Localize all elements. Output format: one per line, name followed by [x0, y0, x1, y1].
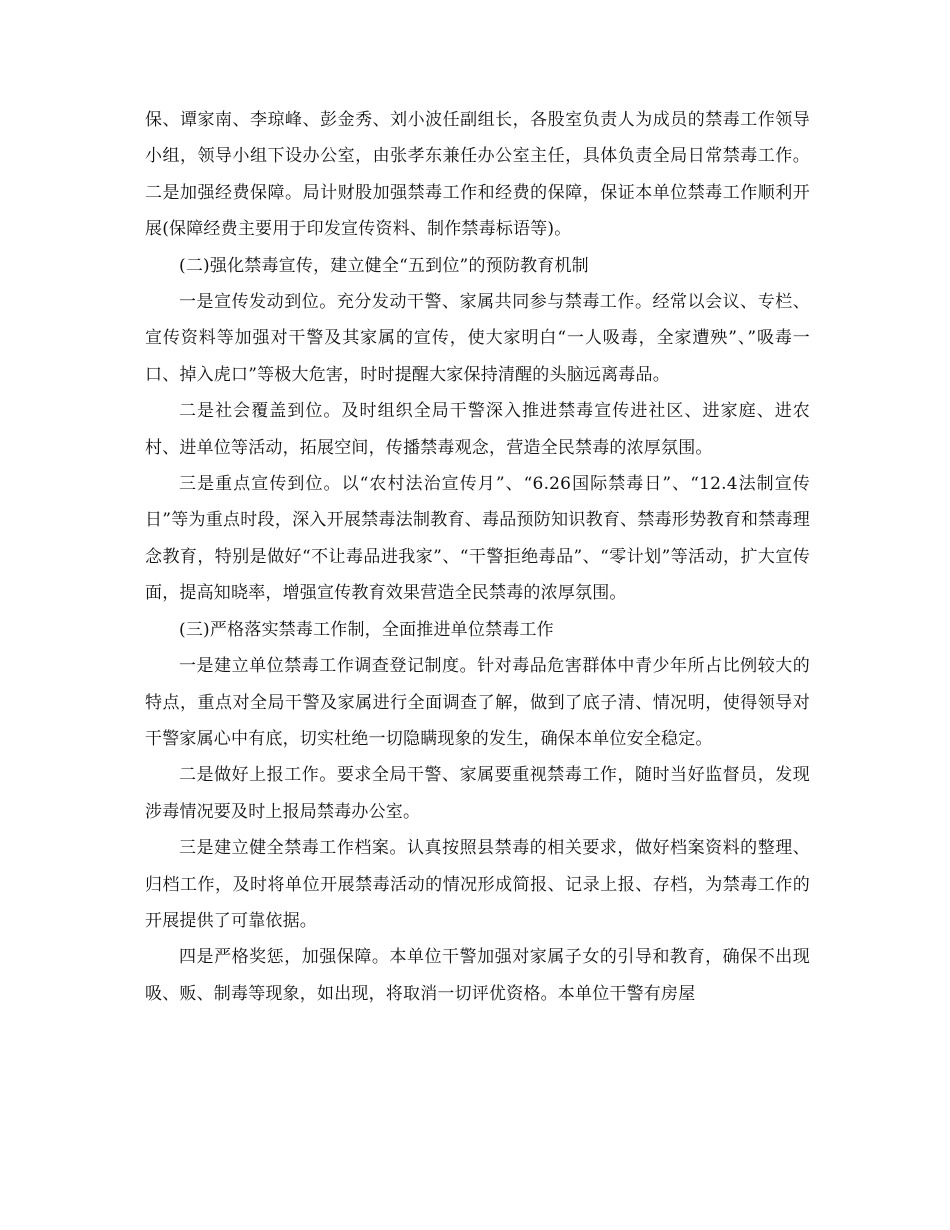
- paragraph: 四是严格奖惩，加强保障。本单位干警加强对家属子女的引导和教育，确保不出现吸、贩、制毒等现象，如出现，将取消一切评优资格。本单位干警有房屋: [145, 947, 810, 1004]
- section-heading-2: (二)强化禁毒宣传，建立健全“五到位”的预防教育机制: [179, 255, 589, 276]
- paragraph: 二是社会覆盖到位。及时组织全局干警深入推进禁毒宣传进社区、进家庭、进农村、进单位等活动，拓展空间，传播禁毒观念，营造全民禁毒的浓厚氛围。: [145, 401, 810, 458]
- paragraph: 一是宣传发动到位。充分发动干警、家属共同参与禁毒工作。经常以会议、专栏、宣传资料等加强对干警及其家属的宣传，使大家明白“一人吸毒，全家遭殃”、”吸毒一口、掉入虎口”等极大危害，时时提醒大家保持清醒的头脑远离毒品。: [145, 292, 810, 385]
- paragraph: 保、谭家南、李琼峰、彭金秀、刘小波任副组长，各股室负责人为成员的禁毒工作领导小组，领导小组下设办公室，由张孝东兼任办公室主任，具体负责全局日常禁毒工作。二是加强经费保障。局计财股加强禁毒工作和经费的保障，保证本单位禁毒工作顺利开展(保障经费主要用于印发宣传资料、制作禁毒标语等)。: [145, 110, 810, 240]
- section-heading-3: (三)严格落实禁毒工作制，全面推进单位禁毒工作: [179, 619, 554, 640]
- document-page: [145, 102, 810, 1012]
- paragraph: 三是建立健全禁毒工作档案。认真按照县禁毒的相关要求，做好档案资料的整理、归档工作，及时将单位开展禁毒活动的情况形成简报、记录上报、存档，为禁毒工作的开展提供了可靠依据。: [145, 838, 810, 931]
- paragraph: 二是做好上报工作。要求全局干警、家属要重视禁毒工作，随时当好监督员，发现涉毒情况要及时上报局禁毒办公室。: [145, 765, 810, 822]
- paragraph: 三是重点宣传到位。以“农村法治宣传月”、“6.26国际禁毒日”、“12.4法制宣传日”等为重点时段，深入开展禁毒法制教育、毒品预防知识教育、禁毒形势教育和禁毒理念教育，特别是做好“不让毒品进我家”、“干警拒绝毒品”、“零计划”等活动，扩大宣传面，提高知晓率，增强宣传教育效果营造全民禁毒的浓厚氛围。: [145, 474, 810, 604]
- paragraph: 一是建立单位禁毒工作调查登记制度。针对毒品危害群体中青少年所占比例较大的特点，重点对全局干警及家属进行全面调查了解，做到了底子清、情况明，使得领导对干警家属心中有底，切实杜绝一切隐瞒现象的发生，确保本单位安全稳定。: [145, 656, 810, 749]
